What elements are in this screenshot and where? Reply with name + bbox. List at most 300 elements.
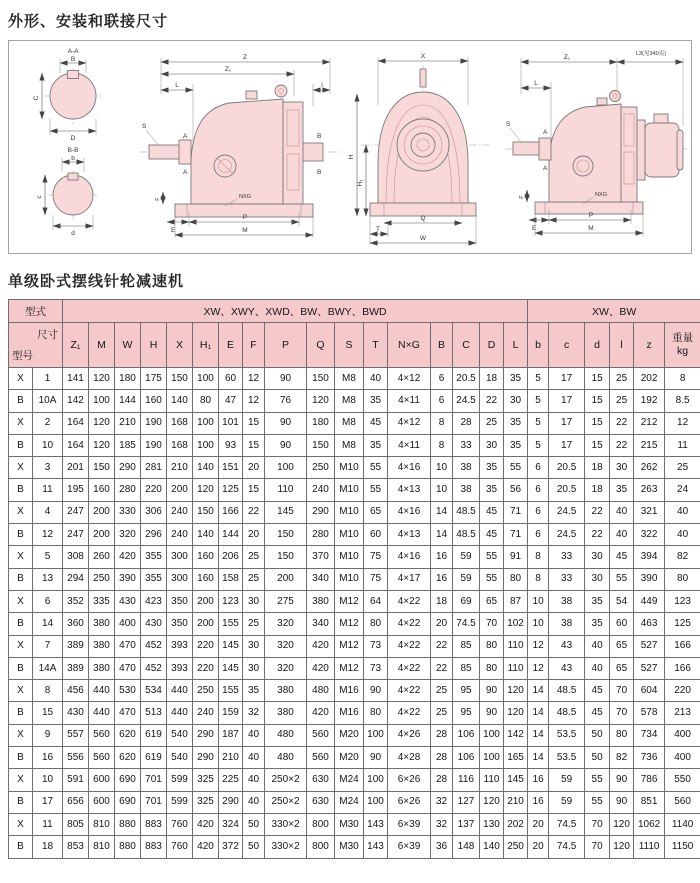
series-cell: B xyxy=(9,613,33,635)
value-cell: 600 xyxy=(89,791,115,813)
value-cell: 220 xyxy=(665,680,700,702)
value-cell: 12 xyxy=(243,368,265,390)
value-cell: M24 xyxy=(335,791,364,813)
value-cell: 45 xyxy=(610,546,634,568)
dim-label-M: M xyxy=(588,225,594,232)
value-cell: 4×16 xyxy=(388,457,431,479)
value-cell: 25 xyxy=(431,680,453,702)
value-cell: 40 xyxy=(364,368,388,390)
value-cell: 6 xyxy=(528,501,549,523)
value-cell: 120 xyxy=(610,813,634,835)
value-cell: 106 xyxy=(453,724,480,746)
value-cell: 60 xyxy=(610,613,634,635)
value-cell: 56 xyxy=(504,479,528,501)
value-cell: 80 xyxy=(193,390,219,412)
value-cell: 250 xyxy=(193,680,219,702)
value-cell: 340 xyxy=(307,568,335,590)
value-cell: 8 xyxy=(431,412,453,434)
value-cell: 14 xyxy=(528,747,549,769)
value-cell: 123 xyxy=(665,590,700,612)
value-cell: 91 xyxy=(504,546,528,568)
value-cell: 100 xyxy=(193,412,219,434)
value-cell: M8 xyxy=(335,368,364,390)
column-header: c xyxy=(549,323,585,368)
column-header: M xyxy=(89,323,115,368)
value-cell: 578 xyxy=(634,702,665,724)
value-cell: 18 xyxy=(585,457,610,479)
value-cell: 280 xyxy=(115,479,141,501)
value-cell: 32 xyxy=(243,702,265,724)
value-cell: 355 xyxy=(141,568,167,590)
value-cell: 308 xyxy=(63,546,89,568)
model-cell: 15 xyxy=(33,702,63,724)
value-cell: 75 xyxy=(364,568,388,590)
value-cell: 325 xyxy=(193,769,219,791)
column-header-weight: 重量 kg xyxy=(665,323,700,368)
value-cell: 560 xyxy=(307,747,335,769)
value-cell: 200 xyxy=(89,501,115,523)
value-cell: M20 xyxy=(335,747,364,769)
value-cell: 6 xyxy=(528,524,549,546)
value-cell: 28 xyxy=(453,412,480,434)
value-cell: 59 xyxy=(453,568,480,590)
value-cell: 550 xyxy=(665,769,700,791)
value-cell: M12 xyxy=(335,657,364,679)
value-cell: 25 xyxy=(610,390,634,412)
value-cell: 1110 xyxy=(634,836,665,858)
value-cell: 250 xyxy=(89,568,115,590)
value-cell: M10 xyxy=(335,524,364,546)
value-cell: 85 xyxy=(453,635,480,657)
value-cell: 340 xyxy=(307,613,335,635)
model-cell: 10A xyxy=(33,390,63,412)
value-cell: 4×22 xyxy=(388,680,431,702)
value-cell: 22 xyxy=(431,657,453,679)
series-cell: B xyxy=(9,747,33,769)
value-cell: 5 xyxy=(528,368,549,390)
dim-label-c: c xyxy=(36,195,43,199)
value-cell: 300 xyxy=(167,568,193,590)
value-cell: 15 xyxy=(585,434,610,456)
value-cell: 168 xyxy=(167,434,193,456)
model-cell: 11 xyxy=(33,813,63,835)
value-cell: 144 xyxy=(219,524,243,546)
value-cell: 540 xyxy=(167,747,193,769)
value-cell: 85 xyxy=(453,657,480,679)
value-cell: 4×22 xyxy=(388,657,431,679)
value-cell: 150 xyxy=(167,368,193,390)
dim-label-Q: Q xyxy=(420,215,426,222)
value-cell: 240 xyxy=(307,479,335,501)
value-cell: 449 xyxy=(634,590,665,612)
value-cell: 321 xyxy=(634,501,665,523)
value-cell: M12 xyxy=(335,613,364,635)
value-cell: 10 xyxy=(431,479,453,501)
value-cell: 17 xyxy=(549,368,585,390)
value-cell: 12 xyxy=(665,412,700,434)
value-cell: 4×16 xyxy=(388,546,431,568)
value-cell: 17 xyxy=(549,390,585,412)
label-NXG: NXG xyxy=(239,194,252,200)
value-cell: 90 xyxy=(480,680,504,702)
value-cell: 786 xyxy=(634,769,665,791)
value-cell: 140 xyxy=(193,524,219,546)
column-header: X xyxy=(167,323,193,368)
value-cell: 70 xyxy=(610,702,634,724)
value-cell: 513 xyxy=(141,702,167,724)
value-cell: 215 xyxy=(634,434,665,456)
value-cell: 800 xyxy=(307,836,335,858)
value-cell: 275 xyxy=(265,590,307,612)
value-cell: 16 xyxy=(431,546,453,568)
dim-label-C: C xyxy=(33,95,40,101)
reducer-side-view-drawing xyxy=(133,42,347,250)
value-cell: 6×39 xyxy=(388,813,431,835)
value-cell: 4×12 xyxy=(388,368,431,390)
model-cell: 8 xyxy=(33,680,63,702)
value-cell: 24.5 xyxy=(453,390,480,412)
value-cell: 202 xyxy=(634,368,665,390)
value-cell: 25 xyxy=(665,457,700,479)
value-cell: 247 xyxy=(63,501,89,523)
dim-label-F: F xyxy=(519,195,525,199)
dim-label-H1: H₁ xyxy=(357,179,364,187)
value-cell: 120 xyxy=(89,368,115,390)
column-header: H xyxy=(141,323,167,368)
value-cell: 240 xyxy=(167,501,193,523)
group-header-xw-bw: XW、BW xyxy=(528,300,700,323)
value-cell: 55 xyxy=(364,457,388,479)
value-cell: 25 xyxy=(480,412,504,434)
value-cell: 15 xyxy=(585,412,610,434)
value-cell: 24 xyxy=(665,479,700,501)
table-row xyxy=(9,791,700,813)
value-cell: 24.5 xyxy=(549,501,585,523)
value-cell: 200 xyxy=(193,613,219,635)
series-cell: X xyxy=(9,457,33,479)
value-cell: 14 xyxy=(431,524,453,546)
value-cell: 15 xyxy=(585,368,610,390)
value-cell: 125 xyxy=(665,613,700,635)
value-cell: 100 xyxy=(265,457,307,479)
table-row xyxy=(9,657,700,679)
value-cell: 22 xyxy=(431,635,453,657)
value-cell: 6 xyxy=(431,368,453,390)
value-cell: 853 xyxy=(63,836,89,858)
value-cell: 80 xyxy=(364,613,388,635)
value-cell: 290 xyxy=(193,747,219,769)
value-cell: 620 xyxy=(115,724,141,746)
value-cell: 17 xyxy=(549,412,585,434)
value-cell: 80 xyxy=(480,657,504,679)
value-cell: 200 xyxy=(193,590,219,612)
value-cell: 290 xyxy=(219,791,243,813)
column-header: z xyxy=(634,323,665,368)
model-cell: 2 xyxy=(33,412,63,434)
value-cell: 130 xyxy=(480,813,504,835)
value-cell: 100 xyxy=(364,769,388,791)
value-cell: 805 xyxy=(63,813,89,835)
label-A-bottom: A xyxy=(183,169,188,176)
value-cell: 145 xyxy=(219,635,243,657)
section-b-title: B-B xyxy=(67,147,79,154)
value-cell: 50 xyxy=(243,836,265,858)
value-cell: M30 xyxy=(335,813,364,835)
value-cell: 210 xyxy=(219,747,243,769)
value-cell: 20.5 xyxy=(549,479,585,501)
value-cell: 59 xyxy=(453,546,480,568)
value-cell: 38 xyxy=(453,479,480,501)
label-A-top: A xyxy=(543,129,548,136)
value-cell: 480 xyxy=(307,680,335,702)
value-cell: 8 xyxy=(431,434,453,456)
value-cell: 463 xyxy=(634,613,665,635)
value-cell: 48.5 xyxy=(549,702,585,724)
value-cell: 393 xyxy=(167,635,193,657)
value-cell: 760 xyxy=(167,813,193,835)
value-cell: 420 xyxy=(307,635,335,657)
value-cell: 100 xyxy=(480,724,504,746)
label-B-bottom: B xyxy=(317,169,322,176)
value-cell: 6×26 xyxy=(388,791,431,813)
value-cell: 50 xyxy=(585,747,610,769)
dim-label-E: E xyxy=(532,225,537,232)
value-cell: 22 xyxy=(610,412,634,434)
value-cell: 50 xyxy=(585,724,610,746)
value-cell: 150 xyxy=(193,501,219,523)
label-A-top: A xyxy=(183,133,188,140)
value-cell: 65 xyxy=(364,501,388,523)
value-cell: 38 xyxy=(453,457,480,479)
value-cell: 70 xyxy=(480,613,504,635)
value-cell: 180 xyxy=(115,368,141,390)
model-cell: 13 xyxy=(33,568,63,590)
value-cell: M10 xyxy=(335,457,364,479)
value-cell: 557 xyxy=(63,724,89,746)
model-cell: 14A xyxy=(33,657,63,679)
value-cell: 110 xyxy=(504,635,528,657)
model-cell: 10 xyxy=(33,434,63,456)
value-cell: 480 xyxy=(265,747,307,769)
value-cell: 220 xyxy=(141,479,167,501)
value-cell: 400 xyxy=(115,613,141,635)
value-cell: 604 xyxy=(634,680,665,702)
value-cell: 95 xyxy=(453,680,480,702)
value-cell: M12 xyxy=(335,635,364,657)
series-cell: X xyxy=(9,769,33,791)
value-cell: 137 xyxy=(453,813,480,835)
value-cell: 100 xyxy=(480,747,504,769)
value-cell: M10 xyxy=(335,568,364,590)
value-cell: 430 xyxy=(115,590,141,612)
table-row xyxy=(9,590,700,612)
value-cell: 74.5 xyxy=(453,613,480,635)
value-cell: 220 xyxy=(193,635,219,657)
value-cell: 16 xyxy=(528,769,549,791)
column-header: T xyxy=(364,323,388,368)
value-cell: 560 xyxy=(665,791,700,813)
value-cell: 4×13 xyxy=(388,524,431,546)
value-cell: 430 xyxy=(63,702,89,724)
value-cell: 125 xyxy=(219,479,243,501)
model-cell: 16 xyxy=(33,747,63,769)
value-cell: 250 xyxy=(307,457,335,479)
value-cell: 48.5 xyxy=(453,524,480,546)
value-cell: 12 xyxy=(243,390,265,412)
value-cell: 355 xyxy=(141,546,167,568)
value-cell: 560 xyxy=(89,747,115,769)
value-cell: 30 xyxy=(243,657,265,679)
value-cell: 90 xyxy=(265,412,307,434)
value-cell: 55 xyxy=(504,457,528,479)
value-cell: 350 xyxy=(167,613,193,635)
series-cell: B xyxy=(9,434,33,456)
table-row xyxy=(9,680,700,702)
value-cell: 22 xyxy=(585,501,610,523)
value-cell: 145 xyxy=(219,657,243,679)
value-cell: 620 xyxy=(115,747,141,769)
value-cell: 60 xyxy=(219,368,243,390)
value-cell: 5 xyxy=(528,434,549,456)
value-cell: M8 xyxy=(335,412,364,434)
value-cell: 250×2 xyxy=(265,769,307,791)
value-cell: 15 xyxy=(243,479,265,501)
value-cell: 591 xyxy=(63,769,89,791)
value-cell: 290 xyxy=(307,501,335,523)
value-cell: M8 xyxy=(335,434,364,456)
dim-label-D: D xyxy=(70,135,76,142)
column-header: l xyxy=(610,323,634,368)
column-header: B xyxy=(431,323,453,368)
label-NXG: NXG xyxy=(595,192,608,198)
value-cell: 4×22 xyxy=(388,613,431,635)
value-cell: 35 xyxy=(480,479,504,501)
series-cell: X xyxy=(9,680,33,702)
value-cell: 240 xyxy=(167,524,193,546)
value-cell: 294 xyxy=(63,568,89,590)
group-header-xw-xwy: XW、XWY、XWD、BW、BWY、BWD xyxy=(63,300,528,323)
value-cell: 851 xyxy=(634,791,665,813)
value-cell: 470 xyxy=(115,657,141,679)
column-header: S xyxy=(335,323,364,368)
value-cell: 40 xyxy=(243,724,265,746)
value-cell: 4×28 xyxy=(388,747,431,769)
section-title: 单级卧式摆线针轮减速机 xyxy=(8,273,185,290)
value-cell: 54 xyxy=(610,590,634,612)
value-cell: 33 xyxy=(549,546,585,568)
dim-label-X: X xyxy=(420,53,426,60)
value-cell: 40 xyxy=(610,501,634,523)
value-cell: 90 xyxy=(364,747,388,769)
value-cell: 883 xyxy=(141,836,167,858)
value-cell: 335 xyxy=(89,590,115,612)
value-cell: 70 xyxy=(585,836,610,858)
value-cell: 12 xyxy=(528,657,549,679)
reducer-motor-view-drawing xyxy=(499,42,689,250)
value-cell: 35 xyxy=(610,479,634,501)
value-cell: 1140 xyxy=(665,813,700,835)
table-row xyxy=(9,836,700,858)
value-cell: 619 xyxy=(141,747,167,769)
value-cell: 394 xyxy=(634,546,665,568)
value-cell: 320 xyxy=(265,635,307,657)
value-cell: 320 xyxy=(265,613,307,635)
value-cell: 619 xyxy=(141,724,167,746)
value-cell: 20.5 xyxy=(453,368,480,390)
value-cell: 32 xyxy=(431,791,453,813)
value-cell: 480 xyxy=(265,724,307,746)
dim-label-d: d xyxy=(71,230,75,237)
value-cell: 158 xyxy=(219,568,243,590)
series-cell: X xyxy=(9,501,33,523)
value-cell: 80 xyxy=(504,568,528,590)
column-header: L xyxy=(504,323,528,368)
value-cell: 55 xyxy=(585,769,610,791)
value-cell: 120 xyxy=(89,434,115,456)
value-cell: 18 xyxy=(585,479,610,501)
value-cell: 18 xyxy=(480,368,504,390)
table-row xyxy=(9,457,700,479)
value-cell: 69 xyxy=(453,590,480,612)
value-cell: 281 xyxy=(141,457,167,479)
value-cell: 212 xyxy=(634,412,665,434)
table-row xyxy=(9,724,700,746)
value-cell: 95 xyxy=(453,702,480,724)
value-cell: 80 xyxy=(665,568,700,590)
value-cell: 148 xyxy=(453,836,480,858)
label-S: S xyxy=(142,123,147,130)
column-header: Z₁ xyxy=(63,323,89,368)
dim-label-E: E xyxy=(171,227,176,234)
value-cell: 32 xyxy=(431,813,453,835)
value-cell: 40 xyxy=(585,635,610,657)
value-cell: 120 xyxy=(480,791,504,813)
value-cell: 50 xyxy=(243,813,265,835)
value-cell: 74.5 xyxy=(549,813,585,835)
shaft-section-drawing xyxy=(11,42,133,250)
value-cell: 10 xyxy=(528,613,549,635)
value-cell: 142 xyxy=(63,390,89,412)
value-cell: 213 xyxy=(665,702,700,724)
label-A-bottom: A xyxy=(543,165,548,172)
value-cell: M10 xyxy=(335,501,364,523)
value-cell: 192 xyxy=(634,390,665,412)
value-cell: 60 xyxy=(364,524,388,546)
diagonal-header-cell xyxy=(9,323,63,368)
dim-label-T: T xyxy=(376,226,380,233)
value-cell: 90 xyxy=(480,702,504,724)
value-cell: 20 xyxy=(528,813,549,835)
value-cell: 4×11 xyxy=(388,390,431,412)
value-cell: 250 xyxy=(504,836,528,858)
value-cell: 33 xyxy=(453,434,480,456)
value-cell: 30 xyxy=(504,390,528,412)
model-cell: 18 xyxy=(33,836,63,858)
column-header: b xyxy=(528,323,549,368)
value-cell: 168 xyxy=(167,412,193,434)
table-row xyxy=(9,747,700,769)
value-cell: 690 xyxy=(115,791,141,813)
value-cell: 810 xyxy=(89,813,115,835)
table-row xyxy=(9,390,700,412)
value-cell: 59 xyxy=(549,791,585,813)
value-cell: 20 xyxy=(243,457,265,479)
value-cell: 760 xyxy=(167,836,193,858)
value-cell: 14 xyxy=(528,724,549,746)
model-cell: 9 xyxy=(33,724,63,746)
model-cell: 4 xyxy=(33,501,63,523)
table-row xyxy=(9,524,700,546)
